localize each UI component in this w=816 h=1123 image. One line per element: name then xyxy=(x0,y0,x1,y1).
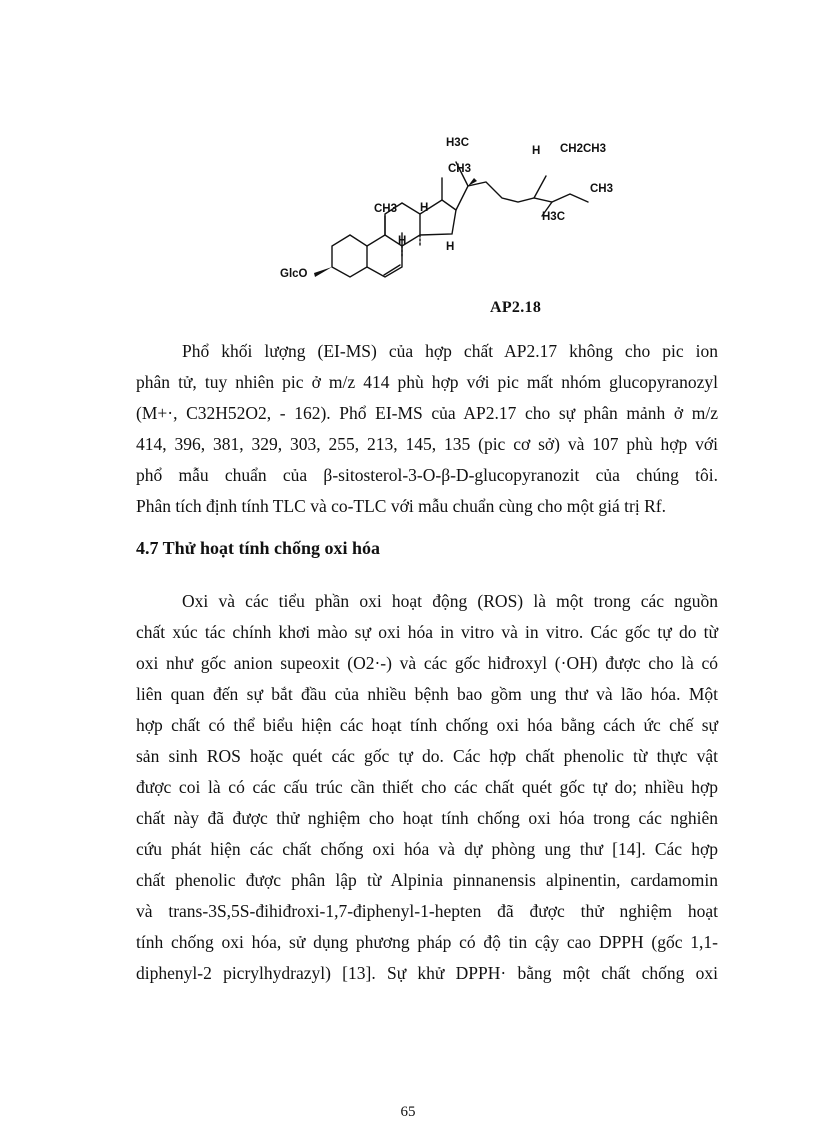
h-c8-label: H xyxy=(420,202,429,214)
text-line: (M+·, C32H52O2, - 162). Phổ EI-MS của AP2.17 cho sự phân mảnh ở m/z xyxy=(136,403,718,423)
figure-label: AP2.18 xyxy=(490,299,542,316)
text-line: phổ mẫu chuẩn của β-sitosterol-3-O-β-D-glucopyranozit của chúng tôi. xyxy=(136,465,718,485)
text-line: 414, 396, 381, 329, 303, 255, 213, 145, 135 (pic cơ sở) và 107 phù hợp với xyxy=(136,434,718,454)
text-line: liên quan đến sự bắt đầu của nhiều bệnh bao gồm ung thư và lão hóa. Một xyxy=(136,684,718,704)
text-line: oxi như gốc anion supeoxit (O2·-) và các gốc hiđroxyl (·OH) được cho là có xyxy=(136,653,718,673)
text-line: tính chống oxi hóa, sử dụng phương pháp có độ tin cậy cao DPPH (gốc 1,1- xyxy=(136,932,718,952)
ch3-c10-label: CH3 xyxy=(374,203,398,215)
h-c14-label: H xyxy=(446,241,455,253)
text-line: Phổ khối lượng (EI-MS) của hợp chất AP2.17 không cho pic ion xyxy=(182,341,718,361)
h-c9-label: H xyxy=(398,235,407,247)
text-line: chất này đã được thử nghiệm cho hoạt tính chống oxi hóa trong các nghiên xyxy=(136,808,718,828)
h3c-iso-label: H3C xyxy=(542,211,566,223)
text-line: cứu phát hiện các chất chống oxi hóa và dự phòng ung thư [14]. Các hợp xyxy=(136,839,718,859)
text-line: diphenyl-2 picrylhydrazyl) [13]. Sự khử DPPH· bằng một chất chống oxi xyxy=(136,963,718,983)
ch3-c13-label: CH3 xyxy=(448,163,472,175)
chemical-structure-figure xyxy=(270,128,630,288)
paragraph-antioxidant xyxy=(136,586,718,989)
text-line: được coi là có các cấu trúc cần thiết cho các chất quét gốc tự do; nhiều hợp xyxy=(136,777,718,797)
text-line: chất xúc tác chính khơi mào sự oxi hóa in vitro và in vitro. Các gốc tự do từ xyxy=(136,622,718,642)
text-line: phân tử, tuy nhiên pic ở m/z 414 phù hợp với pic mất nhóm glucopyranozyl xyxy=(136,372,718,392)
paragraph-ms-analysis xyxy=(136,336,718,522)
h-c20-label: H xyxy=(532,145,541,157)
section-heading: 4.7 Thử hoạt tính chống oxi hóa xyxy=(136,538,381,558)
page-number: 65 xyxy=(400,1104,416,1120)
text-line: sản sinh ROS hoặc quét các gốc tự do. Các hợp chất phenolic từ thực vật xyxy=(136,746,718,766)
text-line: chất phenolic được phân lập từ Alpinia pinnanensis alpinentin, cardamomin xyxy=(136,870,718,890)
sitosterol-glucoside-structure xyxy=(270,128,630,288)
ch3-iso-label: CH3 xyxy=(590,183,614,195)
text-line: Oxi và các tiểu phần oxi hoạt động (ROS) là một trong các nguồn xyxy=(182,591,718,611)
glco-label: GlcO xyxy=(280,268,308,280)
text-line: và trans-3S,5S-đihiđroxi-1,7-điphenyl-1-hepten đã được thử nghiệm hoạt xyxy=(136,901,718,921)
text-line: hợp chất có thể biểu hiện các hoạt tính chống oxi hóa bằng cách ức chế sự xyxy=(136,715,718,735)
ch2ch3-label: CH2CH3 xyxy=(560,143,607,155)
h3c-top-label: H3C xyxy=(446,137,470,149)
text-line: Phân tích định tính TLC và co-TLC với mẫu chuẩn cùng cho một giá trị Rf. xyxy=(136,496,666,516)
